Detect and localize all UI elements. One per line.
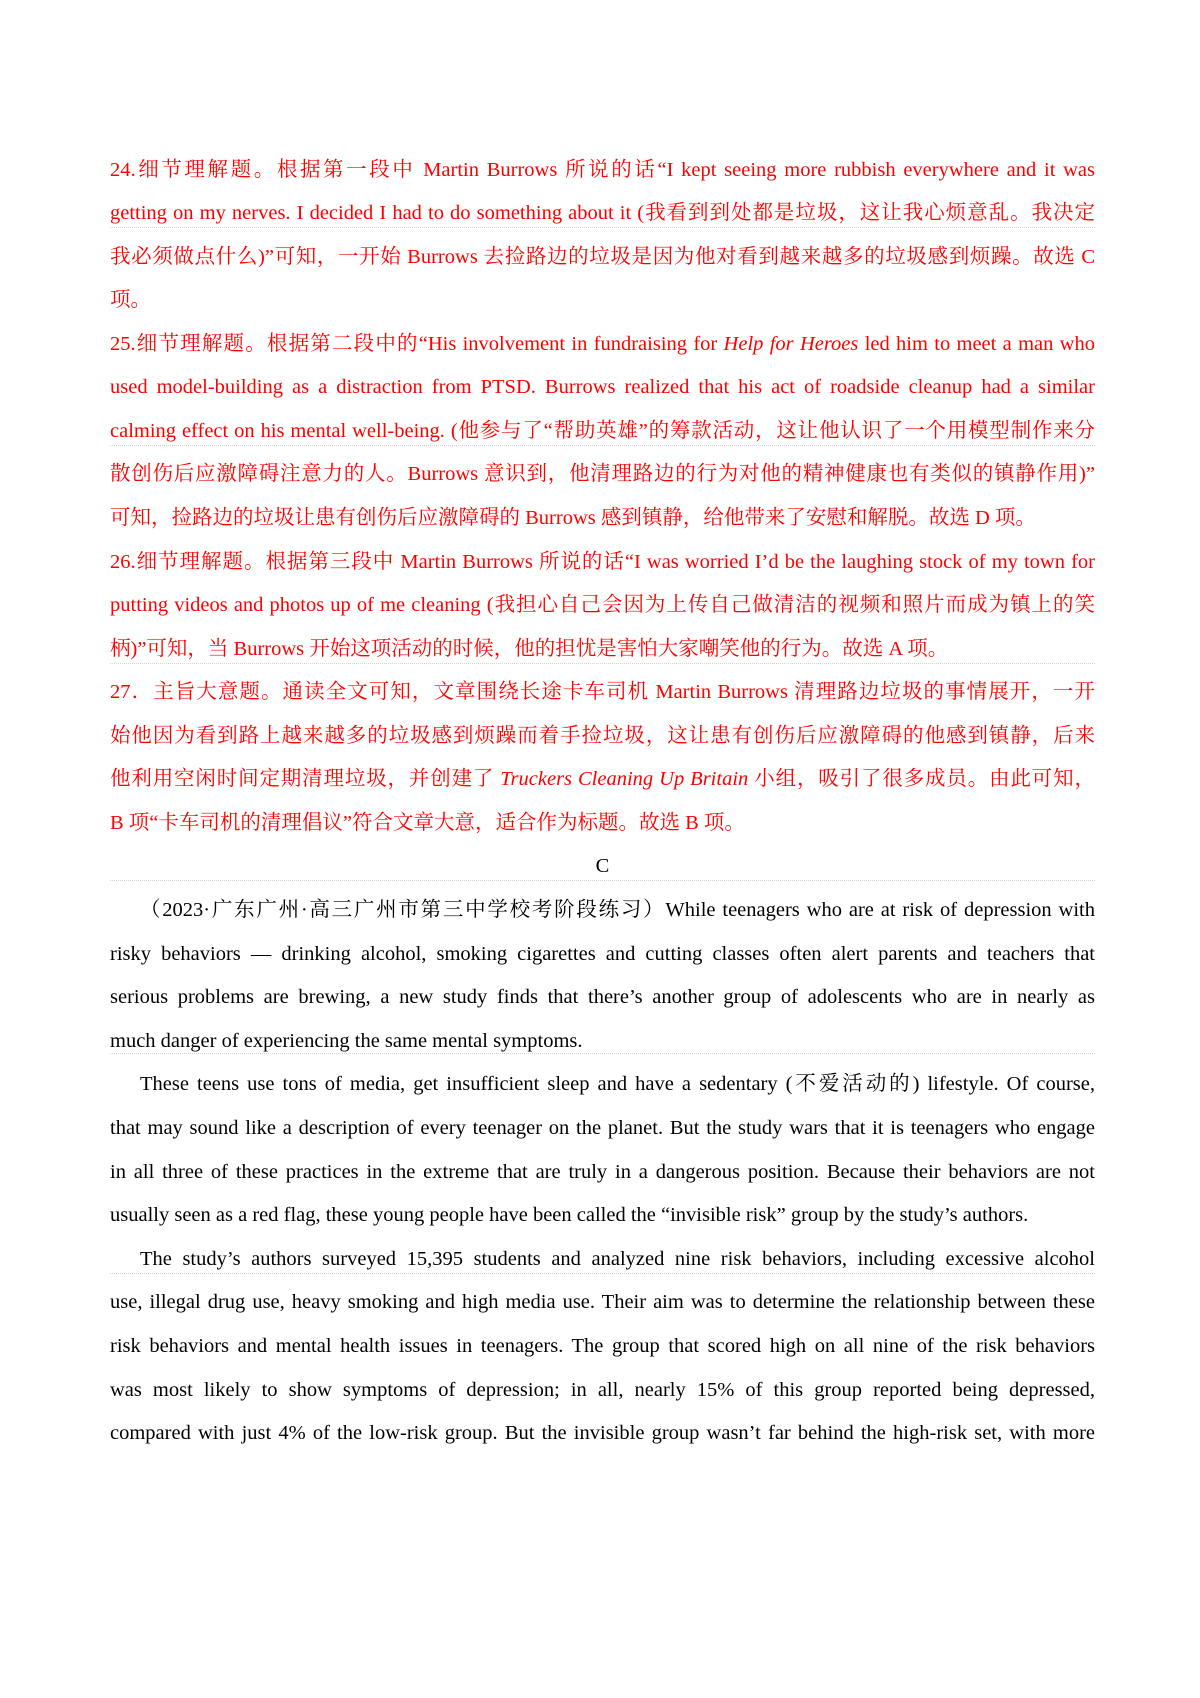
answer-27-line-3 [110, 764, 1095, 794]
answer-24-line-2: getting on my nerves. I decided I had to do something about it (我看到到处都是垃圾，这让我心烦意乱。我决定 [110, 202, 1095, 224]
answer-24-line-4: 项。 [110, 289, 151, 311]
answer-25-line-5: 可知，捡路边的垃圾让患有创伤后应激障碍的 Burrows 感到镇静，给他带来了安慰和解脱。故选 D 项。 [110, 507, 1036, 529]
passage-p3-line-3: risk behaviors and mental health issues in teenagers. The group that scored high on all nine of the risk behaviors [110, 1335, 1095, 1357]
passage-p2-line-2: that may sound like a description of every teenager on the planet. But the study wars that it is teenagers who engage [110, 1117, 1095, 1139]
answer-27-line-1: 27．主旨大意题。通读全文可知，文章围绕长途卡车司机 Martin Burrows 清理路边垃圾的事情展开，一开 [110, 681, 1095, 703]
answer-24-line-1: 24.细节理解题。根据第一段中 Martin Burrows 所说的话“I kept seeing more rubbish everywhere and it was [110, 159, 1095, 181]
passage-p3-line-1: The study’s authors surveyed 15,395 students and analyzed nine risk behaviors, including excessive alcohol [140, 1248, 1095, 1270]
divider [110, 880, 1095, 881]
answer-26-line-3: 柄)”可知，当 Burrows 开始这项活动的时候，他的担忧是害怕大家嘲笑他的行为。故选 A 项。 [110, 638, 949, 660]
divider [110, 227, 1095, 228]
answer-25-line-2: used model-building as a distraction from PTSD. Burrows realized that his act of roadside cleanup had a similar [110, 376, 1095, 398]
answer-27-line-2: 始他因为看到路上越来越多的垃圾感到烦躁而着手捡垃圾，这让患有创伤后应激障碍的他感到镇静，后来 [110, 725, 1095, 747]
passage-p1-line-3: serious problems are brewing, a new study finds that there’s another group of adolescents who are in nearly as [110, 986, 1095, 1008]
passage-p2-line-3: in all three of these practices in the extreme that are truly in a dangerous position. Because their behaviors are not [110, 1161, 1095, 1183]
answer-27-line-4: B 项“卡车司机的清理倡议”符合文章大意，适合作为标题。故选 B 项。 [110, 812, 745, 834]
passage-p3-line-2: use, illegal drug use, heavy smoking and high media use. Their aim was to determine the relationship between these [110, 1291, 1095, 1313]
answer-25-line-1a: 25.细节理解题。根据第二段中的“His involvement in fundraising for [110, 333, 724, 355]
answer-26-line-1: 26.细节理解题。根据第三段中 Martin Burrows 所说的话“I was worried I’d be the laughing stock of my town for [110, 551, 1095, 573]
answer-25-line-1b: led him to meet a man who [858, 333, 1095, 355]
answer-25-line-3: calming effect on his mental well-being. (他参与了“帮助英雄”的筹款活动，这让他认识了一个用模型制作来分 [110, 420, 1095, 442]
truckers-cleaning-up-britain-title: Truckers Cleaning Up Britain [500, 768, 749, 790]
divider [110, 1273, 1095, 1274]
divider [110, 1053, 1095, 1054]
divider [110, 445, 1095, 446]
divider [110, 663, 1095, 664]
passage-p3-line-4: was most likely to show symptoms of depression; in all, nearly 15% of this group reported being depressed, [110, 1379, 1095, 1401]
passage-p1-line-4: much danger of experiencing the same mental symptoms. [110, 1030, 583, 1052]
answer-27-line-3a: 他利用空闲时间定期清理垃圾，并创建了 [110, 768, 501, 790]
passage-p1-line-1: （2023·广东广州·高三广州市第三中学校考阶段练习）While teenagers who are at risk of depression with [140, 899, 1095, 921]
answer-24-line-3: 我必须做点什么)”可知，一开始 Burrows 去捡路边的垃圾是因为他对看到越来越多的垃圾感到烦躁。故选 C [110, 246, 1095, 268]
passage-p1-line-2: risky behaviors — drinking alcohol, smoking cigarettes and cutting classes often alert parents and teachers that [110, 943, 1095, 965]
help-for-heroes-title: Help for Heroes [723, 333, 859, 355]
section-label: C [595, 855, 610, 877]
answer-25-line-1 [110, 329, 1095, 359]
passage-p3-line-5: compared with just 4% of the low-risk group. But the invisible group wasn’t far behind the high-risk set, with more [110, 1422, 1095, 1444]
passage-p2-line-4: usually seen as a red flag, these young people have been called the “invisible risk” group by the study’s authors. [110, 1204, 1029, 1226]
answer-27-line-3b: 小组，吸引了很多成员。由此可知， [748, 768, 1095, 790]
answer-26-line-2: putting videos and photos up of me cleaning (我担心自己会因为上传自己做清洁的视频和照片而成为镇上的笑 [110, 594, 1095, 616]
passage-p2-line-1: These teens use tons of media, get insufficient sleep and have a sedentary (不爱活动的) lifestyle. Of course, [140, 1073, 1095, 1095]
answer-25-line-4: 散创伤后应激障碍注意力的人。Burrows 意识到，他清理路边的行为对他的精神健康也有类似的镇静作用)” [110, 463, 1095, 485]
